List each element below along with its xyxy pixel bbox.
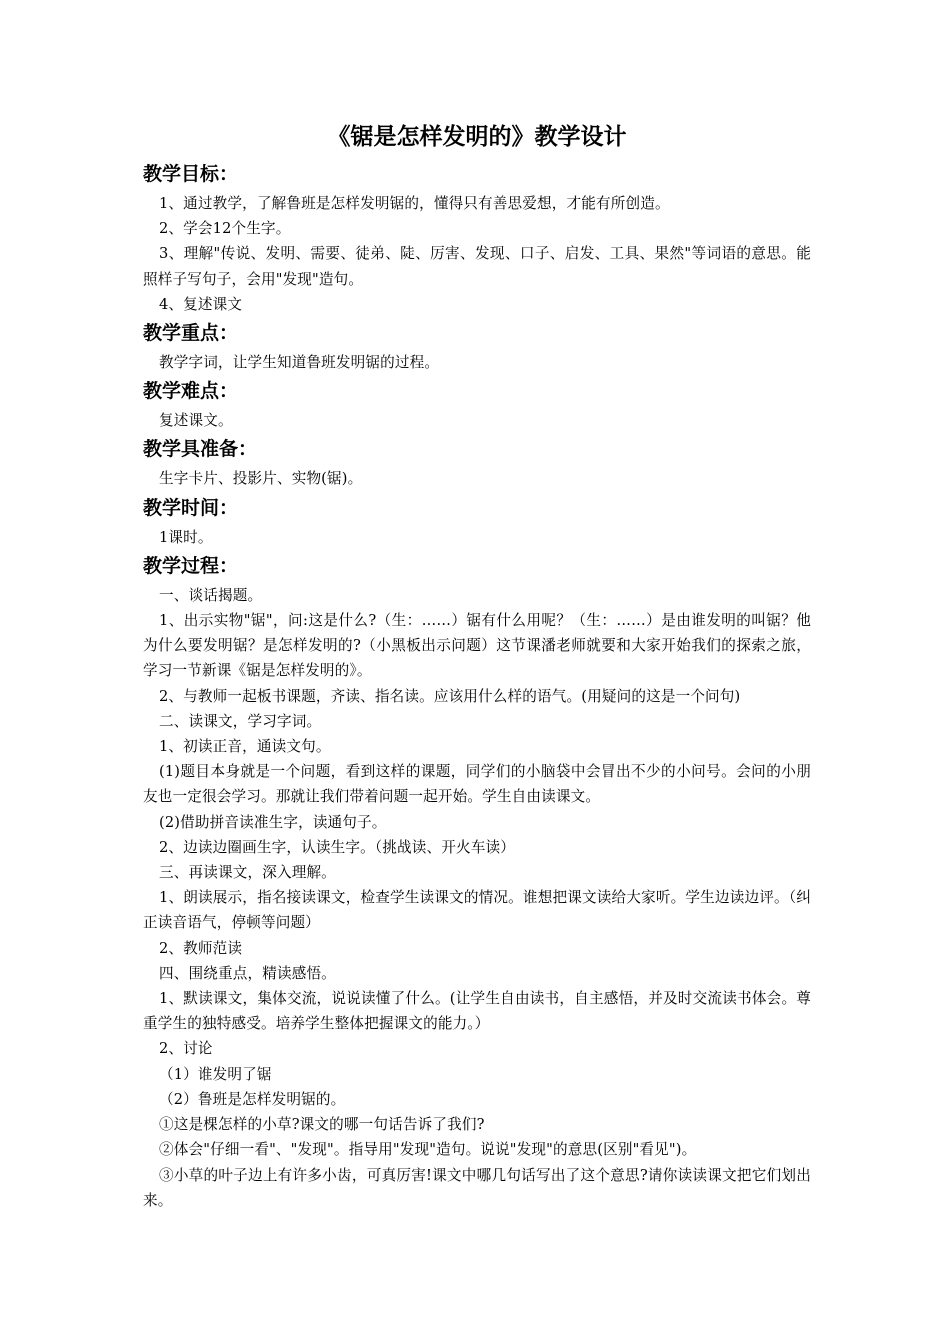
section-key-points xyxy=(143,317,811,375)
paragraph: 1、通过教学，了解鲁班是怎样发明锯的，懂得只有善思爱想，才能有所创造。 xyxy=(159,195,670,212)
paragraph: 复述课文。 xyxy=(159,412,233,430)
paragraph: （1）谁发明了锯 xyxy=(159,1065,272,1083)
document-title: 《锯是怎样发明的》教学设计 xyxy=(327,124,627,150)
section-heading: 教学目标： xyxy=(143,163,239,185)
paragraph: (1)题目本身就是一个问题，看到这样的课题，同学们的小脑袋中会冒出不少的小问号。会问的小朋友也一定很会学习。那就让我们带着问题一起开始。学生自由读课文。 xyxy=(143,763,811,806)
paragraph: 四、围绕重点，精读感悟。 xyxy=(159,964,336,982)
paragraph: 教学字词，让学生知道鲁班发明锯的过程。 xyxy=(159,354,440,372)
section-difficulties xyxy=(143,375,811,433)
paragraph: 二、读课文，学习字词。 xyxy=(159,712,322,730)
paragraph: 4、复述课文 xyxy=(159,295,243,313)
paragraph: 2、讨论 xyxy=(159,1040,213,1058)
section-materials xyxy=(143,433,811,491)
paragraph: 2、教师范读 xyxy=(159,939,243,957)
paragraph: （2）鲁班是怎样发明锯的。 xyxy=(159,1090,346,1108)
section-heading: 教学具准备： xyxy=(143,438,258,461)
paragraph: 2、边读边圈画生字，认读生字。（挑战读、开火车读） xyxy=(159,838,515,856)
paragraph: 1、默读课文，集体交流，说说读懂了什么。(让学生自由读书，自主感悟，并及时交流读书体会。尊重学生的独特感受。培养学生整体把握课文的能力。） xyxy=(143,990,811,1033)
paragraph: (2)借助拼音读准生字，读通句子。 xyxy=(159,813,387,831)
paragraph: 3、理解"传说、发明、需要、徒弟、陡、厉害、发现、口子、启发、工具、果然"等词语的意思。能照样子写句子，会用"发现"造句。 xyxy=(143,245,811,288)
section-process xyxy=(143,550,811,1213)
paragraph: 1、初读正音，通读文句。 xyxy=(159,738,331,756)
section-objectives xyxy=(143,158,811,317)
section-heading: 教学难点： xyxy=(143,380,239,403)
paragraph: 生字卡片、投影片、实物(锯)。 xyxy=(159,470,363,488)
section-heading: 教学过程： xyxy=(143,554,239,577)
paragraph: 2、学会12个生字。 xyxy=(159,220,291,238)
paragraph: 一、谈话揭题。 xyxy=(159,586,263,604)
section-heading: 教学时间： xyxy=(143,496,239,519)
paragraph: 1课时。 xyxy=(159,528,213,546)
section-heading: 教学重点： xyxy=(143,322,239,345)
paragraph: 三、再读课文，深入理解。 xyxy=(159,864,336,882)
document-page xyxy=(143,118,811,1213)
paragraph: 1、出示实物"锯"，问:这是什么?（生：……）锯有什么用呢？（生：……）是由谁发明的叫锯？他为什么要发明锯？是怎样发明的?（小黑板出示问题）这节课潘老师就要和大家开始我们的探索之旅，学习一节新课《锯是怎样发明的》。 xyxy=(143,612,811,680)
paragraph: 2、与教师一起板书课题，齐读、指名读。应该用什么样的语气。(用疑问的这是一个问句) xyxy=(159,687,741,705)
paragraph: ③小草的叶子边上有许多小齿，可真厉害!课文中哪几句话写出了这个意思?请你读读课文把它们划出来。 xyxy=(143,1166,811,1209)
paragraph: ②体会"仔细一看"、"发现"。指导用"发现"造句。说说"发现"的意思(区别"看见")。 xyxy=(159,1141,697,1159)
section-time xyxy=(143,492,811,550)
paragraph: ①这是棵怎样的小草?课文的哪一句话告诉了我们? xyxy=(159,1116,485,1134)
paragraph: 1、朗读展示，指名接读课文，检查学生读课文的情况。谁想把课文读给大家听。学生边读边评。（纠正读音语气，停顿等问题） xyxy=(143,889,811,932)
